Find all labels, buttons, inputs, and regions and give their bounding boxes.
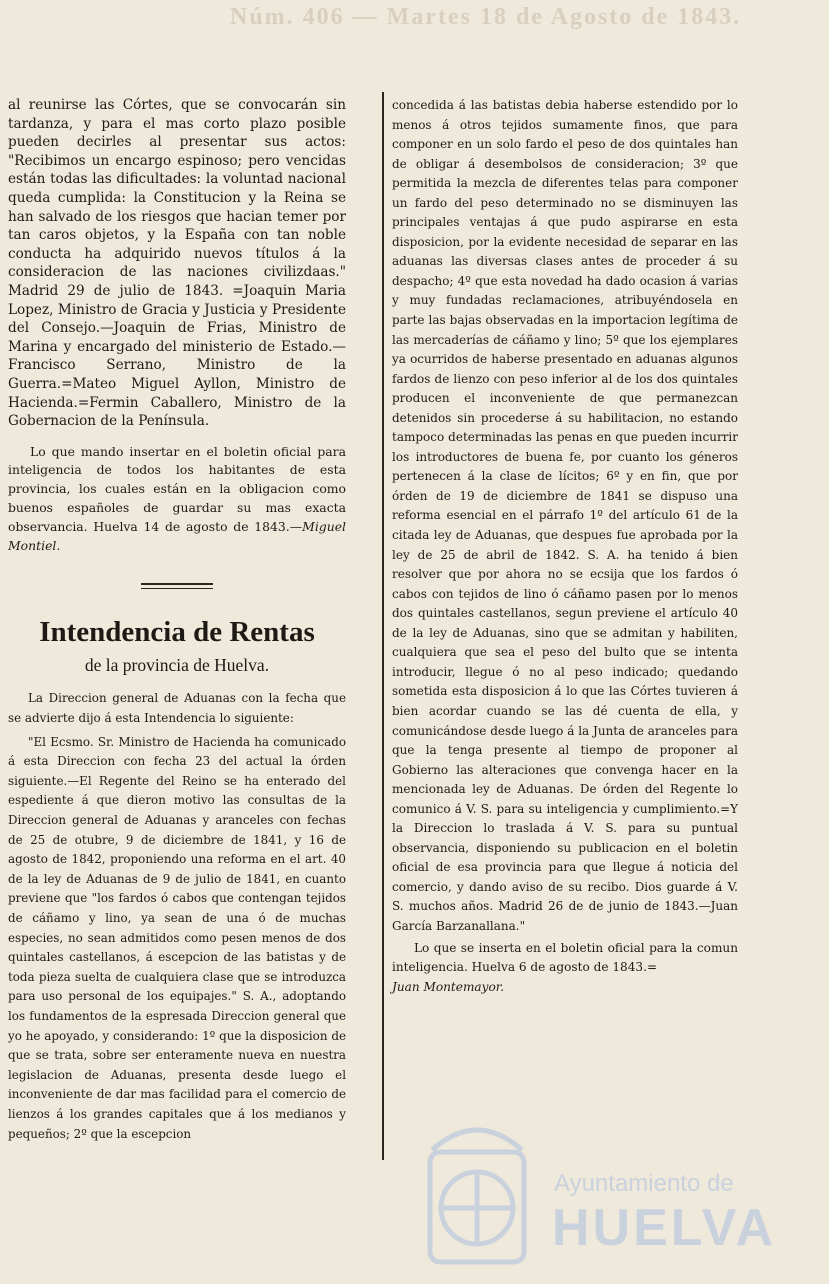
ministerial-order-part1: "El Ecsmo. Sr. Ministro de Hacienda ha comunicado á esta Direccion con fecha 23 del actual la órden siguiente.—El Regente del Reino se ha enterado del espediente á que dieron motivo las consultas de la Direccion general de Aduanas y aranceles con fechas de 25 de otubre, 9 de diciembre de 1841, y 16 de agosto de 1842, proponiendo una reforma en el art. 40 de la ley de Aduanas de 9 de julio de 1841, en cuanto previene que "los fardos ó cabos que contengan tejidos de cáñamo y lino, ya sean de una ó de muchas especies, no sean admitidos como pesen menos de dos quintales castellanos, á escepcion de las batistas y de toda pieza suelta de cualquiera clase que se introduzca para uso personal de los equipajes." S. A., adoptando los fundamentos de la espresada Direccion general que yo he apoyado, y considerando: 1º que la disposicion de que se trata, sobre ser enteramente nueva en nuestra legislacion de Aduanas, presenta desde luego el inconveniente de dar mas facilidad para el comercio de lienzos á los grandes capitales que á los medianos y pequeños; 2º que la escepcion — [8, 734, 346, 1141]
column-divider — [382, 92, 384, 1160]
section-title: Intendencia de Rentas — [39, 616, 315, 649]
governor-notice-text: Lo que mando insertar en el boletin oficial para inteligencia de todos los habitantes de esta provincia, los cuales están en la obligacion como buenos españoles de guardar su mas exacta observancia. Huelva 14 de agosto de 1843.— — [8, 443, 346, 534]
governor-notice — [8, 443, 346, 556]
intro-paragraph: La Direccion general de Aduanas con la fecha que se advierte dijo á esta Intendencia lo siguiente: — [8, 691, 346, 726]
intendant-notice — [392, 939, 738, 998]
ministerial-order-part2: concedida á las batistas debia haberse estendido por lo menos á otros tejidos sumamente finos, que para componer en un solo fardo el peso de dos quintales han de obligar á desembolsos de consideracion; 3º que permitida la mezcla de diferentes telas para componer un fardo del peso determinado no se disminuyen las principales ventajas á que pudo aspirarse en esta disposicion, por la evidente necesidad de separar en las aduanas las diversas clases antes de proceder á su despacho; 4º que esta novedad ha dado ocasion á varias y muy fundadas reclamaciones, atribuyéndosela en parte las bajas observadas en la importacion legítima de las mercaderías de cáñamo y lino; 5º que los ejemplares ya ocurridos de haberse presentado en aduanas algunos fardos de lienzo con peso inferior al de los dos quintales producen el inconveniente de que permanezcan detenidos sin procederse á su habilitacion, no estando tampoco determinadas las penas en que pueden incurrir los introductores de buena fe, por cuanto los géneros pertenecen á la clase de lícitos; 6º y en fin, que por órden de 19 de diciembre de 1841 se dispuso una reforma esencial en el párrafo 1º del artículo 61 de la citada ley de Aduanas, que despues fue aprobada por la ley de 25 de abril de 1842. S. A. ha tenido á bien resolver que por ahora no se ecsija que los fardos ó cabos con tejidos de lino ó cáñamo pasen por lo menos dos quintales castellanos, segun previene el artículo 40 de la ley de Aduanas, sino que se admitan y habiliten, cualquiera que sea el peso del bulto que se intenta introducir, llegue ó no al peso indicado; quedando sometida esta disposicion á lo que las Córtes tuvieren á bien acordar cuando se las dé cuenta de ella, y comunicándose desde luego á la Junta de aranceles para que la tenga presente al tiempo de proponer al Gobierno las alteraciones que convenga hacer en la mencionada ley de Aduanas. De órden del Regente lo comunico á V. S. para su inteligencia y cumplimiento.=Y la Direccion lo traslada á V. S. para su puntual observancia, disponiendo su publicacion en el boletin oficial de esa provincia para que llegue á noticia del comercio, y dando aviso de su recibo. Dios guarde á V. S. muchos años. Madrid 26 de de junio de 1843.—Juan García Barzanallana." — [392, 98, 738, 933]
right-column — [392, 96, 738, 997]
intendant-notice-text: Lo que se inserta en el boletin oficial para la comun inteligencia. Huelva 6 de agosto de 1843.= — [392, 940, 738, 975]
governor-signature: Miguel Montiel. — [8, 518, 346, 553]
section-separator — [141, 583, 213, 589]
left-column — [8, 96, 346, 1144]
decree-continuation: al reunirse las Córtes, que se convocarán sin tardanza, y para el mas corto plazo posible pueden decirles al presentar sus actos: "Recibimos un encargo espinoso; pero vencidas están todas las dificultades: la voluntad nacional queda cumplida: la Constitucion y la Reina se han salvado de los riesgos que hacian temer por tan caros objetos, y la España con tan noble conducta ha adquirido nuevos títulos á la consideracion de las naciones civilizdaas." Madrid 29 de julio de 1843. =Joaquin Maria Lopez, Ministro de Gracia y Justicia y Presidente del Consejo.—Joaquin de Frias, Ministro de Marina y encargado del ministerio de Estado.—Francisco Serrano, Ministro de la Guerra.=Mateo Miguel Ayllon, Ministro de Hacienda.=Fermin Caballero, Ministro de la Gobernacion de la Península. — [8, 97, 346, 430]
coat-of-arms-icon — [412, 1090, 542, 1280]
section-subtitle: de la provincia de Huelva. — [84, 655, 270, 676]
intendant-signature: Juan Montemayor. — [392, 979, 505, 994]
watermark-line2: HUELVA — [552, 1199, 777, 1257]
ayuntamiento-watermark — [412, 1090, 812, 1280]
bleed-through-header: Núm. 406 — Martes 18 de Agosto de 1843. — [230, 4, 742, 30]
watermark-line1: Ayuntamiento de — [554, 1170, 734, 1197]
